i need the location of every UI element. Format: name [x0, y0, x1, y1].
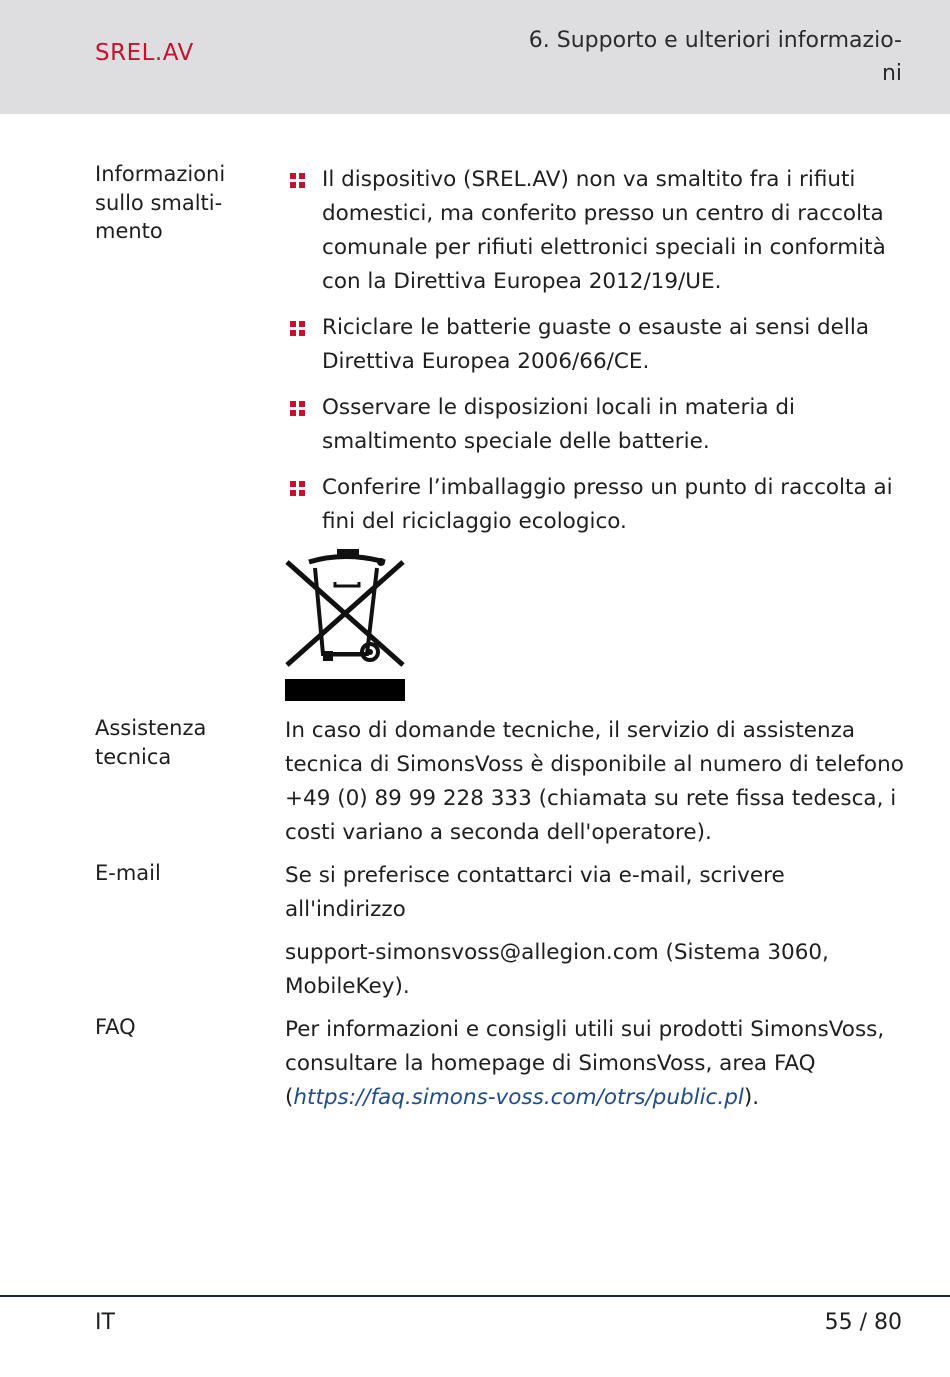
- faq-text: [285, 1013, 907, 1115]
- bullet-item: [287, 311, 907, 379]
- disposal-bullet-list: [287, 163, 907, 551]
- bullet-icon: [290, 321, 306, 336]
- bullet-icon: [290, 481, 306, 496]
- bullet-item: [287, 471, 907, 539]
- support-label: [95, 714, 270, 771]
- bullet-item: [287, 163, 907, 299]
- bullet-text: Osservare le disposizioni locali in materia di smaltimento speciale delle batterie.: [322, 395, 795, 454]
- faq-label: FAQ: [95, 1015, 136, 1039]
- faq-link[interactable]: https://faq.simons-voss.com/otrs/public.pl: [293, 1085, 744, 1110]
- bullet-text: Il dispositivo (SREL.AV) non va smaltito fra i rifiuti domestici, ma conferito presso un centro di raccolta comunale per rifiuti elettronici speciali in conformità con la Direttiva Europea 2012/19/UE.: [322, 167, 886, 294]
- email-text: Se si preferisce contattarci via e-mail, scrivere all'indirizzo: [285, 863, 785, 922]
- bullet-text: Conferire l’imballaggio presso un punto di raccolta ai fini del riciclaggio ecologico.: [322, 475, 893, 534]
- faq-text-end: ).: [743, 1085, 760, 1110]
- disposal-label-line: mento: [95, 219, 163, 243]
- section-title-line-1: 6. Supporto e ulteriori informazio-: [528, 28, 902, 53]
- footer-rule: [0, 1295, 950, 1297]
- disposal-label-line: sullo smalti-: [95, 190, 223, 215]
- page-number: 55 / 80: [824, 1310, 902, 1335]
- page-header: [0, 0, 950, 114]
- product-name: SREL.AV: [95, 40, 194, 66]
- disposal-label-line: Informazioni: [95, 162, 226, 186]
- support-text: In caso di domande tecniche, il servizio di assistenza tecnica di SimonsVoss è disponibile al numero di telefono +49 (0) 89 99 228 333 (chiamata su rete fissa tedesca, i costi variano a seconda dell'operatore).: [285, 718, 904, 845]
- email-label: E-mail: [95, 861, 161, 885]
- email-address-text: support-simonsvoss@allegion.com (Sistema 3060, MobileKey).: [285, 940, 829, 999]
- section-title-line-2: ni: [881, 61, 902, 86]
- section-title: [482, 24, 902, 90]
- bullet-text: Riciclare le batterie guaste o esauste ai sensi della Direttiva Europea 2006/66/CE.: [322, 315, 870, 374]
- support-label-line: tecnica: [95, 744, 172, 769]
- disposal-label: [95, 160, 270, 246]
- bullet-item: [287, 391, 907, 459]
- crossed-out-wheelie-bin-icon: [285, 548, 405, 701]
- footer-language: IT: [95, 1310, 115, 1335]
- bullet-icon: [290, 173, 306, 188]
- support-label-line: Assistenza: [95, 716, 207, 740]
- faq-text-start: Per informazioni e consigli utili sui prodotti SimonsVoss, consultare la homepage di SimonsVoss, area FAQ (: [285, 1017, 885, 1110]
- bullet-icon: [290, 401, 306, 416]
